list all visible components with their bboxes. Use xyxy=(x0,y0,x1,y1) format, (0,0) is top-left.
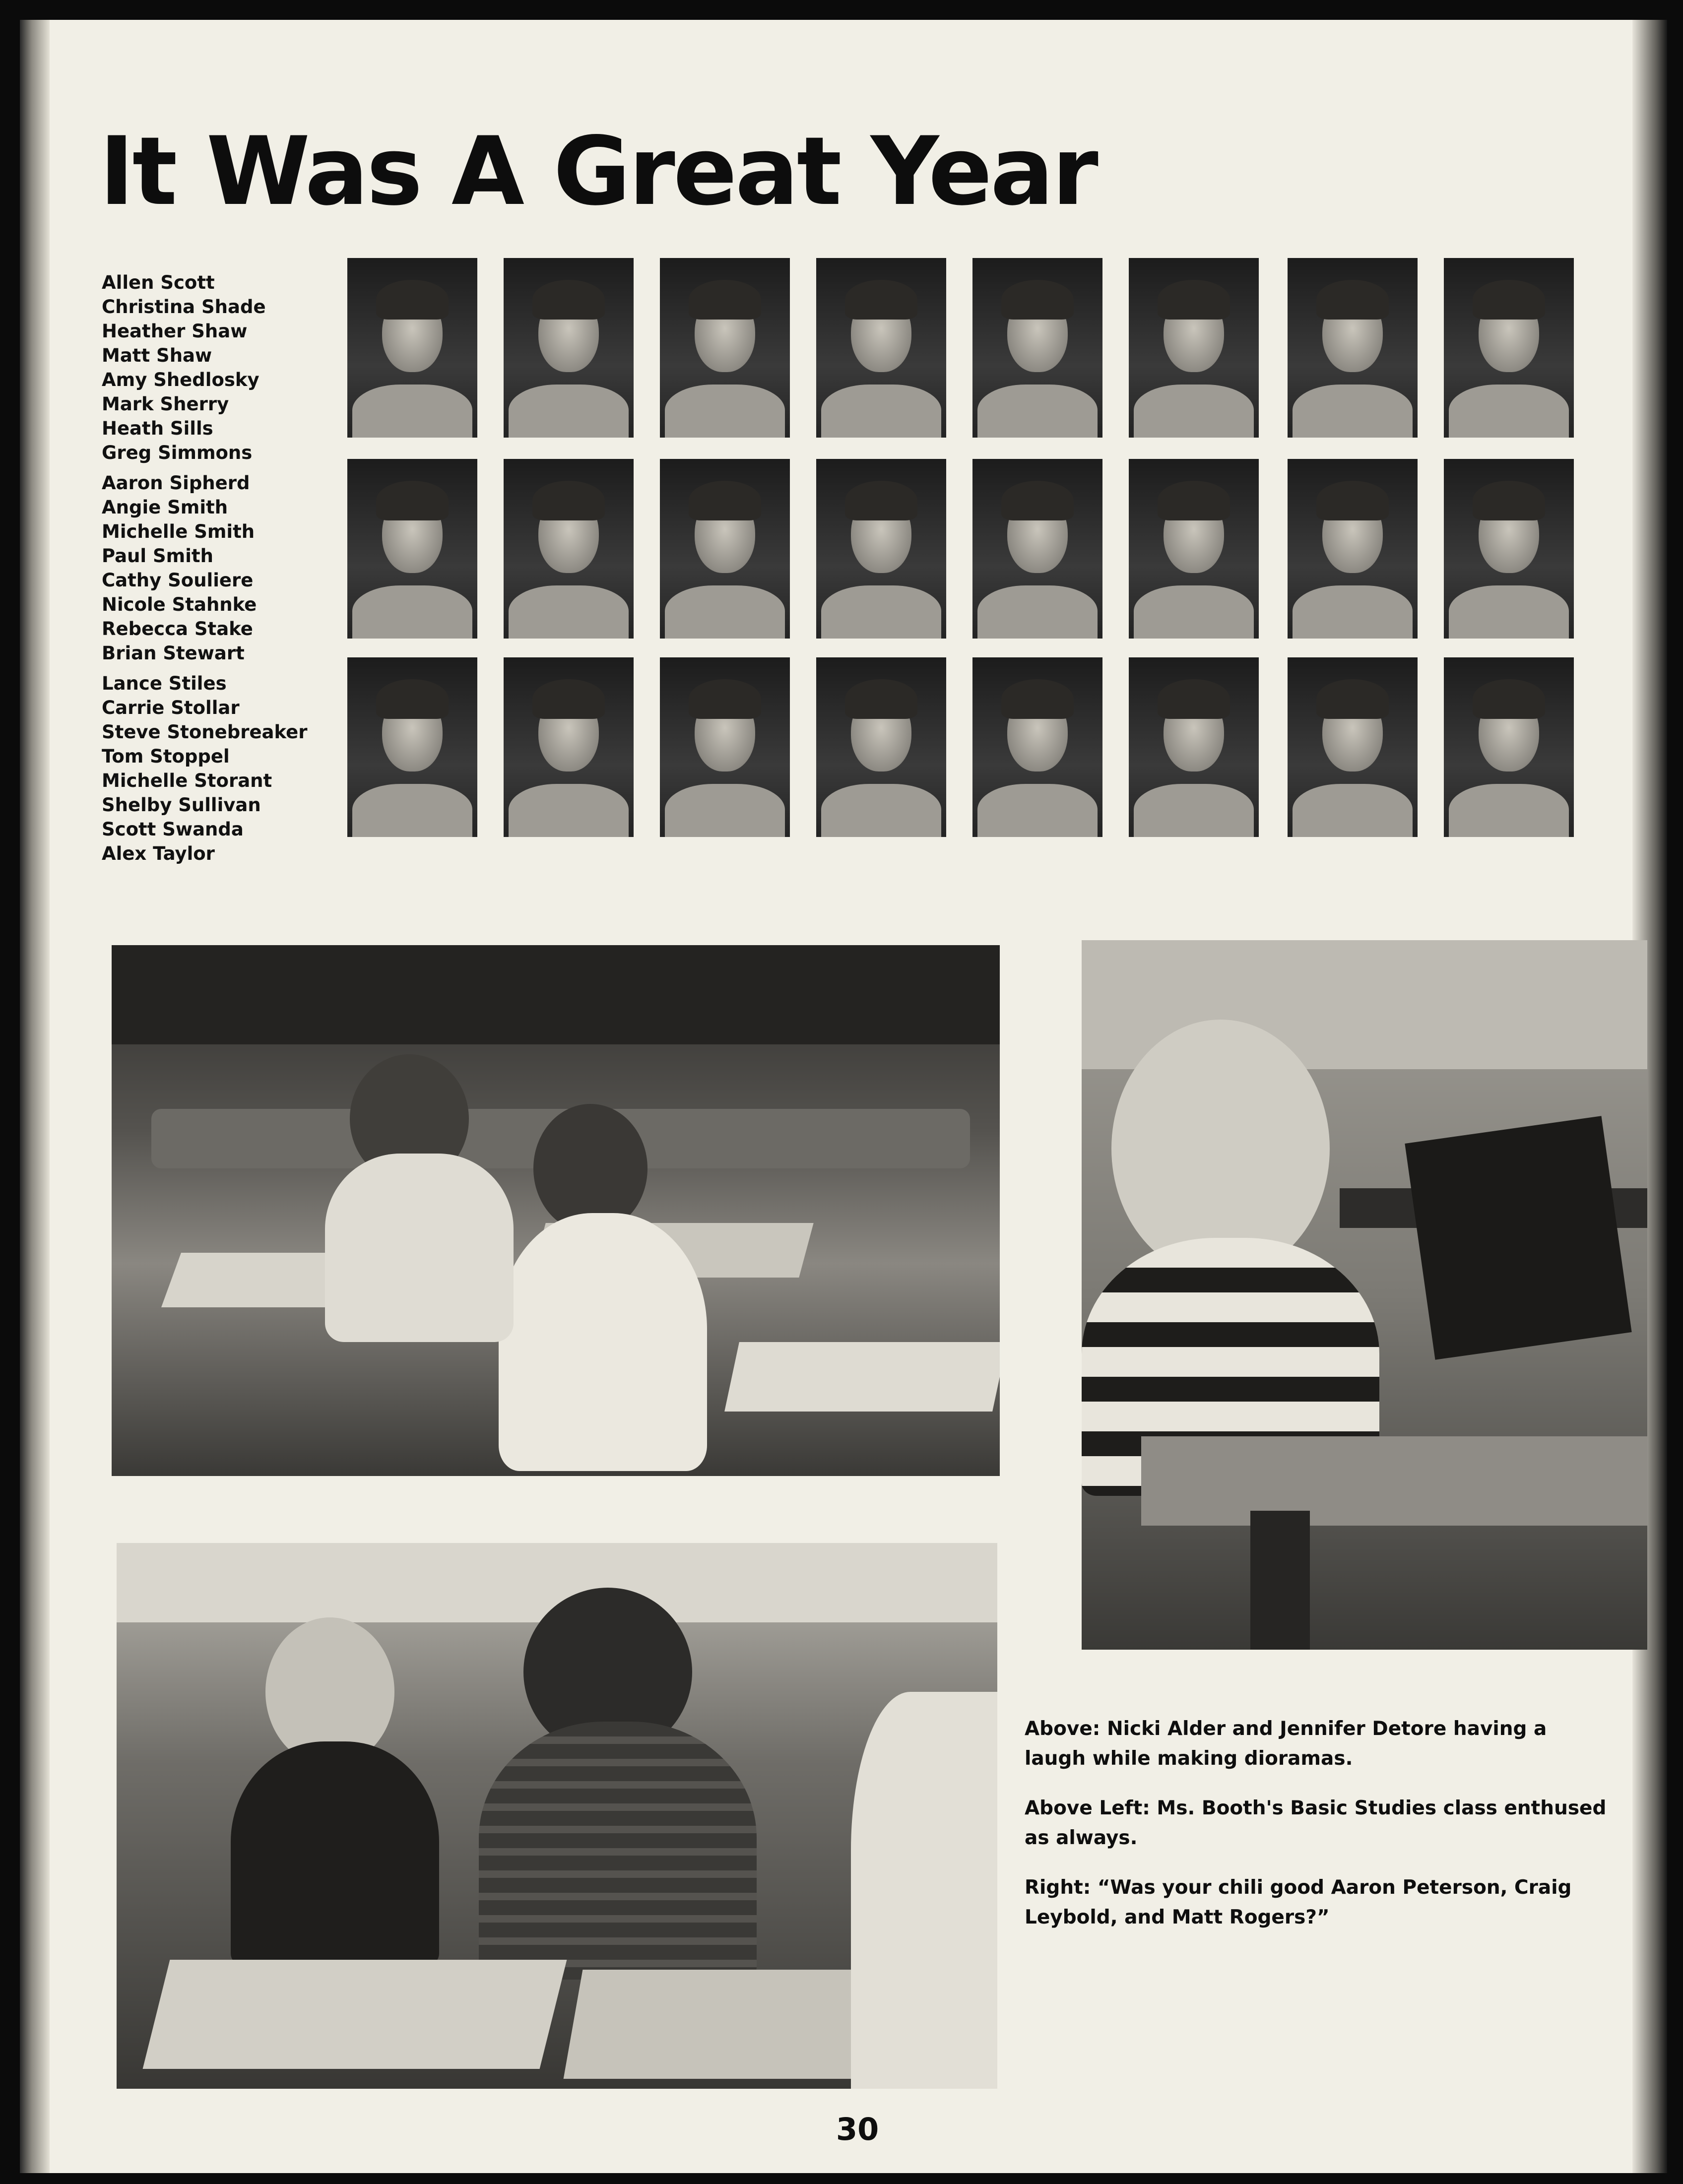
student-name: Heath Sills xyxy=(102,418,213,439)
yearbook-page xyxy=(20,20,1667,2173)
diorama-photo xyxy=(1082,940,1647,1650)
student-portrait xyxy=(1444,657,1574,837)
student-name-list xyxy=(102,270,360,872)
caption-chili: Right: “Was your chili good Aaron Peterson, Craig Leybold, and Matt Rogers?” xyxy=(1025,1876,1572,1928)
student-name: Paul Smith xyxy=(102,545,213,567)
student-portrait xyxy=(660,459,790,639)
student-name: Steve Stonebreaker xyxy=(102,721,308,743)
student-name: Nicole Stahnke xyxy=(102,594,257,615)
student-name: Mark Sherry xyxy=(102,393,229,415)
student-portrait xyxy=(504,657,634,837)
student-portrait xyxy=(347,459,477,639)
name-group xyxy=(102,270,360,465)
student-portrait xyxy=(660,657,790,837)
student-name: Michelle Storant xyxy=(102,770,272,791)
student-portrait xyxy=(504,459,634,639)
student-portrait xyxy=(1444,459,1574,639)
student-portrait xyxy=(816,657,946,837)
page-number: 30 xyxy=(836,2111,879,2147)
student-portrait xyxy=(816,258,946,438)
student-portrait xyxy=(347,657,477,837)
student-portrait xyxy=(816,459,946,639)
student-name: Tom Stoppel xyxy=(102,746,230,767)
student-portrait xyxy=(1288,657,1418,837)
student-name: Matt Shaw xyxy=(102,345,212,366)
name-group xyxy=(102,471,360,665)
student-name: Shelby Sullivan xyxy=(102,794,261,816)
student-name: Christina Shade xyxy=(102,296,266,318)
classroom-photo xyxy=(112,945,1000,1476)
student-name: Angie Smith xyxy=(102,497,228,518)
page-binding xyxy=(20,20,50,2173)
student-name: Scott Swanda xyxy=(102,819,244,840)
page-title: It Was A Great Year xyxy=(99,117,1097,226)
student-name: Amy Shedlosky xyxy=(102,369,259,390)
student-portrait xyxy=(972,657,1102,837)
student-portrait xyxy=(1444,258,1574,438)
student-portrait xyxy=(1129,258,1259,438)
student-portrait xyxy=(347,258,477,438)
student-name: Rebecca Stake xyxy=(102,618,253,640)
student-name: Greg Simmons xyxy=(102,442,253,463)
student-portrait xyxy=(660,258,790,438)
student-name: Lance Stiles xyxy=(102,673,227,694)
student-portrait xyxy=(972,258,1102,438)
student-portrait xyxy=(1288,459,1418,639)
caption-dioramas: Above: Nicki Alder and Jennifer Detore having a laugh while making dioramas. xyxy=(1025,1718,1547,1770)
student-name: Aaron Sipherd xyxy=(102,472,250,494)
student-name: Michelle Smith xyxy=(102,521,255,542)
caption-basic-studies: Above Left: Ms. Booth's Basic Studies class enthused as always. xyxy=(1025,1797,1607,1849)
student-portrait xyxy=(1129,657,1259,837)
student-portrait xyxy=(1129,459,1259,639)
name-group xyxy=(102,671,360,866)
student-name: Alex Taylor xyxy=(102,843,215,864)
student-portrait xyxy=(1288,258,1418,438)
photo-captions xyxy=(1025,1714,1610,1952)
student-portrait xyxy=(504,258,634,438)
student-name: Allen Scott xyxy=(102,272,215,293)
cafeteria-photo xyxy=(117,1543,997,2089)
student-name: Heather Shaw xyxy=(102,321,248,342)
student-name: Cathy Souliere xyxy=(102,570,254,591)
student-name: Carrie Stollar xyxy=(102,697,240,718)
student-portrait xyxy=(972,459,1102,639)
student-name: Brian Stewart xyxy=(102,642,245,664)
